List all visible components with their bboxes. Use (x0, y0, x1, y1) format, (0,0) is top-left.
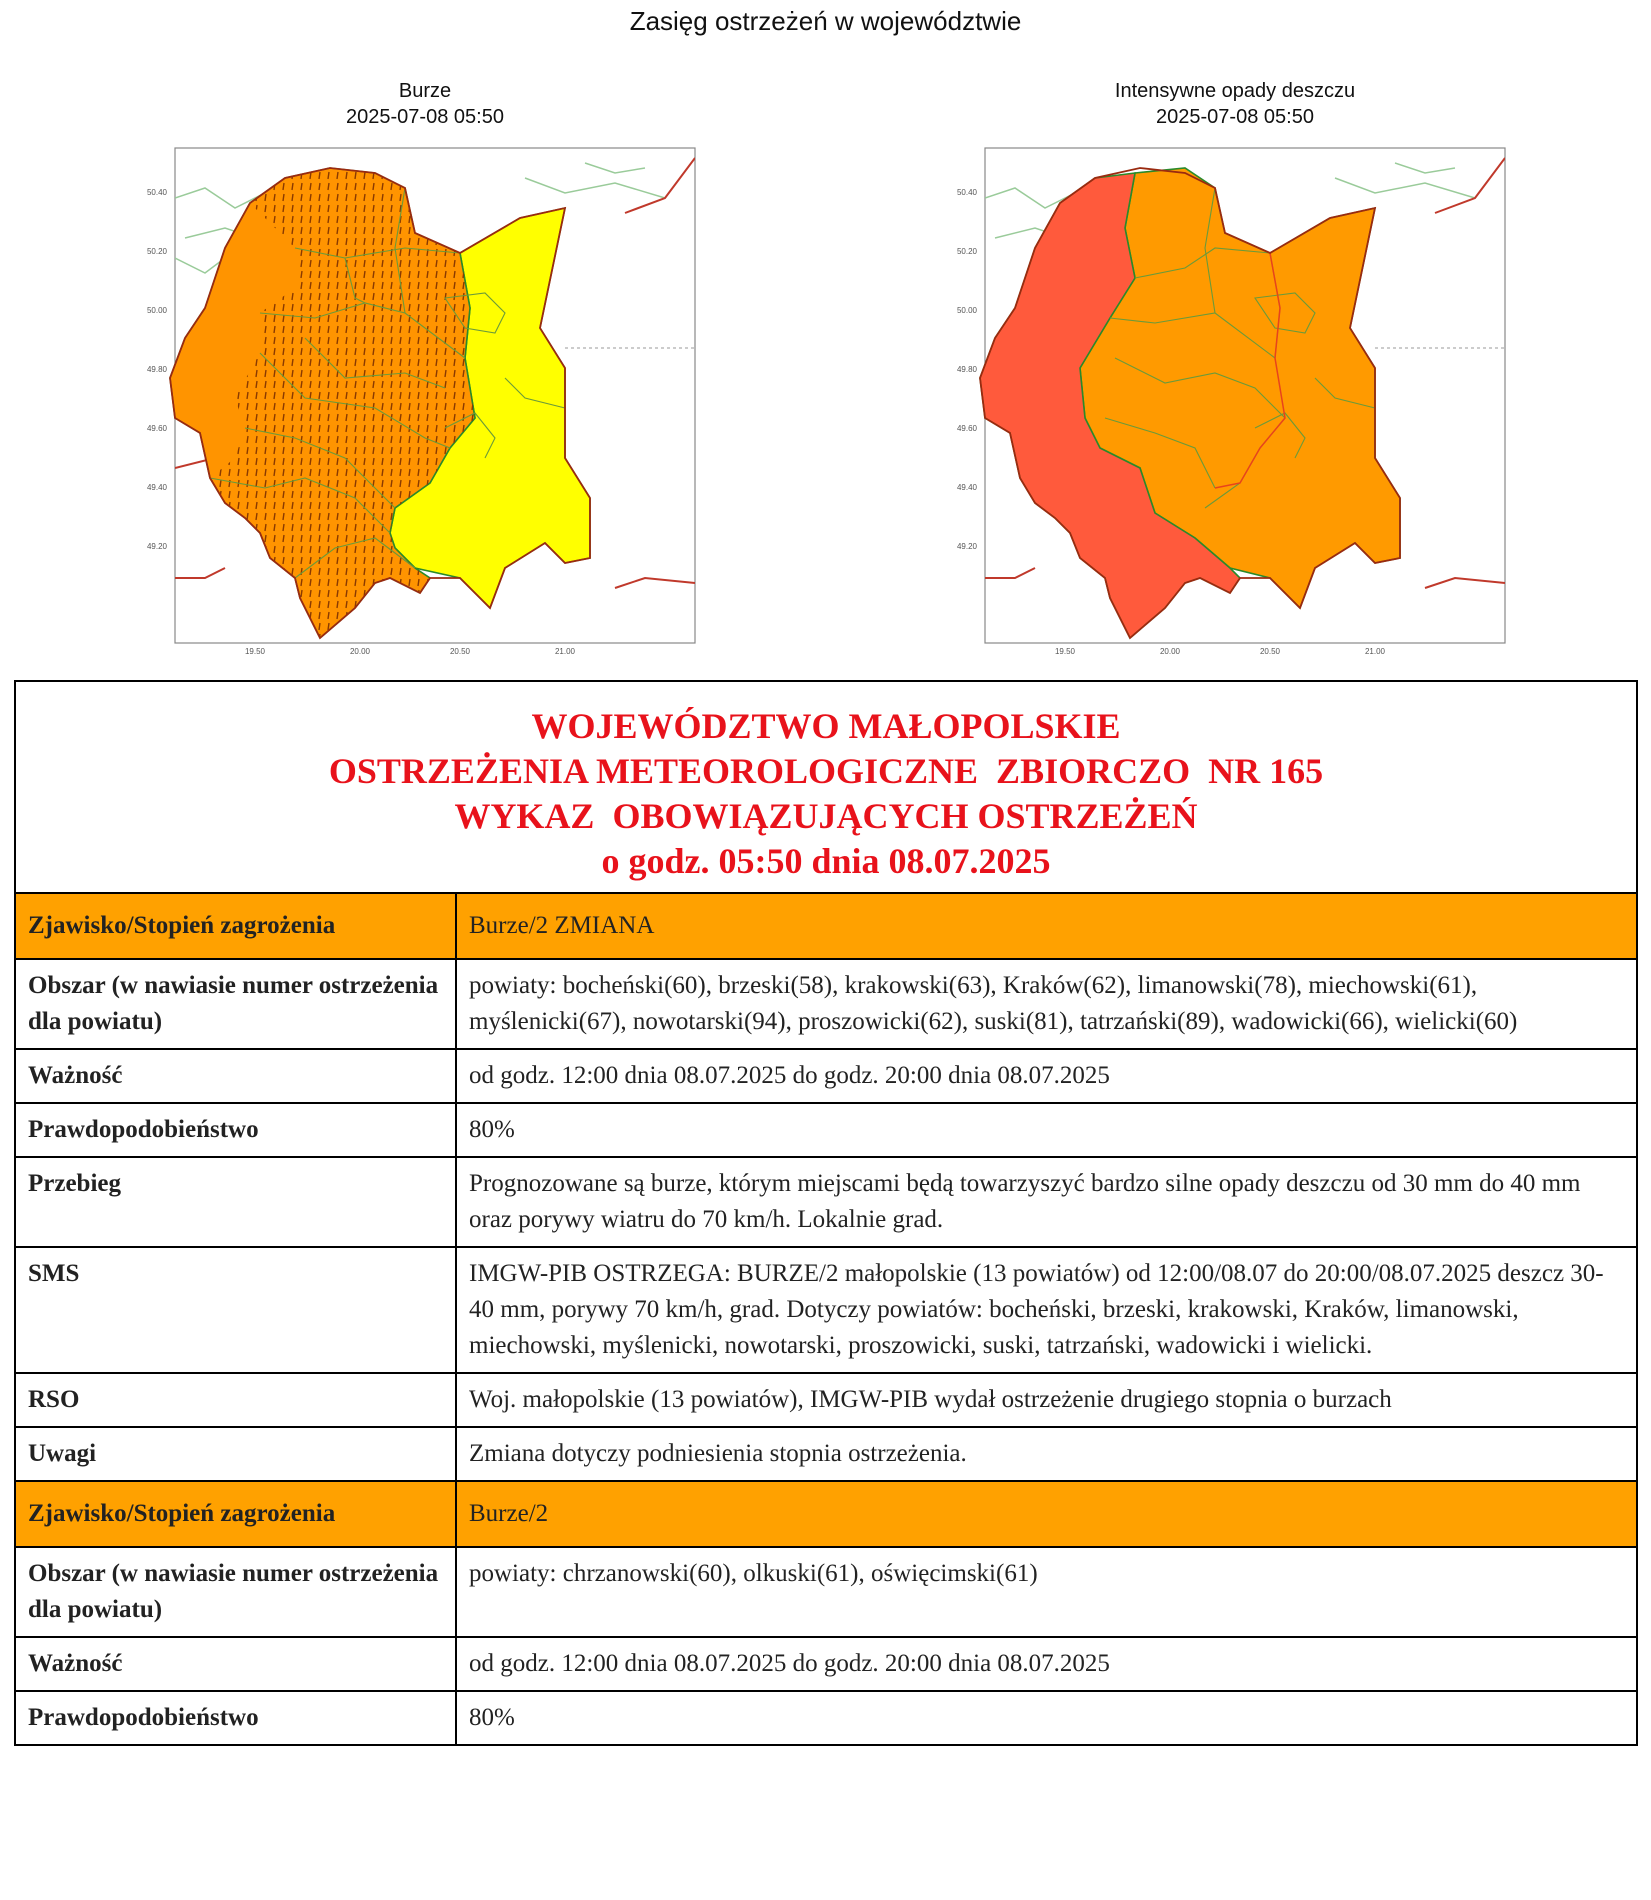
map-rain-graphic (955, 138, 1515, 658)
row-value: IMGW-PIB OSTRZEGA: BURZE/2 małopolskie (13 powiatów) od 12:00/08.07 do 20:00/08.07.2025 deszcz 30-40 mm, porywy 70 km/h, grad. Dotyczy powiatów: bocheński, brzeski, krakowski, Kraków, limanowski, miechowski, myślenicki, nowotarski, proszowicki, suski, tatrzański, wadowicki i wielicki. (456, 1247, 1636, 1373)
row-value: od godz. 12:00 dnia 08.07.2025 do godz. 20:00 dnia 08.07.2025 (456, 1049, 1636, 1103)
table-row-validity (16, 1637, 1636, 1691)
report-heading-line: o godz. 05:50 dnia 08.07.2025 (601, 841, 1051, 881)
row-label: Zjawisko/Stopień zagrożenia (16, 1481, 456, 1547)
table-row-phenomenon (16, 1481, 1636, 1547)
report-heading (16, 682, 1636, 894)
row-label: Przebieg (16, 1157, 456, 1247)
map-title: Burze (398, 80, 452, 102)
row-label: Obszar (w nawiasie numer ostrzeżenia dla powiatu) (16, 1547, 456, 1637)
x-axis-labels (1055, 647, 1386, 656)
report-heading-line: WOJEWÓDZTWO MAŁOPOLSKIE (531, 706, 1121, 746)
x-tick-label: 19.50 (1054, 647, 1076, 656)
report-heading-line: OSTRZEŻENIA METEOROLOGICZNE ZBIORCZO NR 165 (328, 751, 1324, 791)
y-tick-label: 49.20 (956, 542, 977, 551)
table-row-area (16, 1547, 1636, 1637)
row-value: 80% (456, 1691, 1636, 1744)
table-row-area (16, 959, 1636, 1049)
row-value: Prognozowane są burze, którym miejscami będą towarzyszyć bardzo silne opady deszczu od 30 mm do 40 mm oraz porywy wiatru do 70 km/h. Lokalnie grad. (456, 1157, 1636, 1247)
x-tick-label: 21.00 (554, 647, 576, 656)
y-tick-label: 50.20 (146, 247, 167, 256)
y-tick-label: 49.80 (146, 365, 167, 374)
table-row-rso (16, 1373, 1636, 1427)
map-datetime: 2025-07-08 05:50 (1156, 106, 1314, 128)
row-label: Ważność (16, 1049, 456, 1103)
row-label: SMS (16, 1247, 456, 1373)
map-title: Intensywne opady deszczu (1114, 80, 1356, 102)
warning-report (14, 680, 1638, 1746)
row-label: Uwagi (16, 1427, 456, 1481)
table-row-probability (16, 1691, 1636, 1744)
table-row-sms (16, 1247, 1636, 1373)
y-tick-label: 49.60 (146, 424, 167, 433)
y-tick-label: 50.40 (146, 188, 167, 197)
y-tick-label: 50.00 (146, 306, 167, 315)
x-axis-labels (245, 647, 576, 656)
row-value: Woj. małopolskie (13 powiatów), IMGW-PIB wydał ostrzeżenie drugiego stopnia o burzach (456, 1373, 1636, 1427)
x-tick-label: 20.00 (1159, 647, 1181, 656)
row-label: Ważność (16, 1637, 456, 1691)
row-label: Obszar (w nawiasie numer ostrzeżenia dla powiatu) (16, 959, 456, 1049)
y-tick-label: 49.60 (956, 424, 977, 433)
y-tick-label: 49.40 (956, 483, 977, 492)
y-axis-labels (957, 188, 978, 551)
row-value: 80% (456, 1103, 1636, 1157)
map-rain (955, 78, 1515, 668)
y-tick-label: 50.00 (956, 306, 977, 315)
row-value: powiaty: bocheński(60), brzeski(58), krakowski(63), Kraków(62), limanowski(78), miechowski(61), myślenicki(67), nowotarski(94), proszowicki(62), suski(81), tatrzański(89), wadowicki(66), wielicki(60) (456, 959, 1636, 1049)
page-title: Zasięg ostrzeżeń w województwie (629, 6, 1022, 36)
x-tick-label: 19.50 (244, 647, 266, 656)
row-label: Prawdopodobieństwo (16, 1103, 456, 1157)
map-storms-graphic (145, 138, 705, 658)
warning-table (16, 894, 1636, 1744)
x-tick-label: 20.00 (349, 647, 371, 656)
row-value: Burze/2 ZMIANA (456, 894, 1636, 959)
table-row-phenomenon (16, 894, 1636, 959)
y-tick-label: 49.40 (146, 483, 167, 492)
row-label: Prawdopodobieństwo (16, 1691, 456, 1744)
row-value: Zmiana dotyczy podniesienia stopnia ostrzeżenia. (456, 1427, 1636, 1481)
x-tick-label: 20.50 (1259, 647, 1281, 656)
y-axis-labels (147, 188, 168, 551)
y-tick-label: 50.40 (956, 188, 977, 197)
y-tick-label: 50.20 (956, 247, 977, 256)
map-datetime: 2025-07-08 05:50 (346, 106, 504, 128)
row-label: Zjawisko/Stopień zagrożenia (16, 894, 456, 959)
x-tick-label: 21.00 (1364, 647, 1386, 656)
row-value: powiaty: chrzanowski(60), olkuski(61), oświęcimski(61) (456, 1547, 1636, 1637)
report-heading-line: WYKAZ OBOWIĄZUJĄCYCH OSTRZEŻEŃ (454, 796, 1198, 836)
y-tick-label: 49.20 (146, 542, 167, 551)
map-storms (145, 78, 705, 668)
y-tick-label: 49.80 (956, 365, 977, 374)
row-label: RSO (16, 1373, 456, 1427)
x-tick-label: 20.50 (449, 647, 471, 656)
row-value: Burze/2 (456, 1481, 1636, 1547)
row-value: od godz. 12:00 dnia 08.07.2025 do godz. 20:00 dnia 08.07.2025 (456, 1637, 1636, 1691)
table-row-probability (16, 1103, 1636, 1157)
table-row-validity (16, 1049, 1636, 1103)
table-row-course (16, 1157, 1636, 1247)
table-row-remarks (16, 1427, 1636, 1481)
